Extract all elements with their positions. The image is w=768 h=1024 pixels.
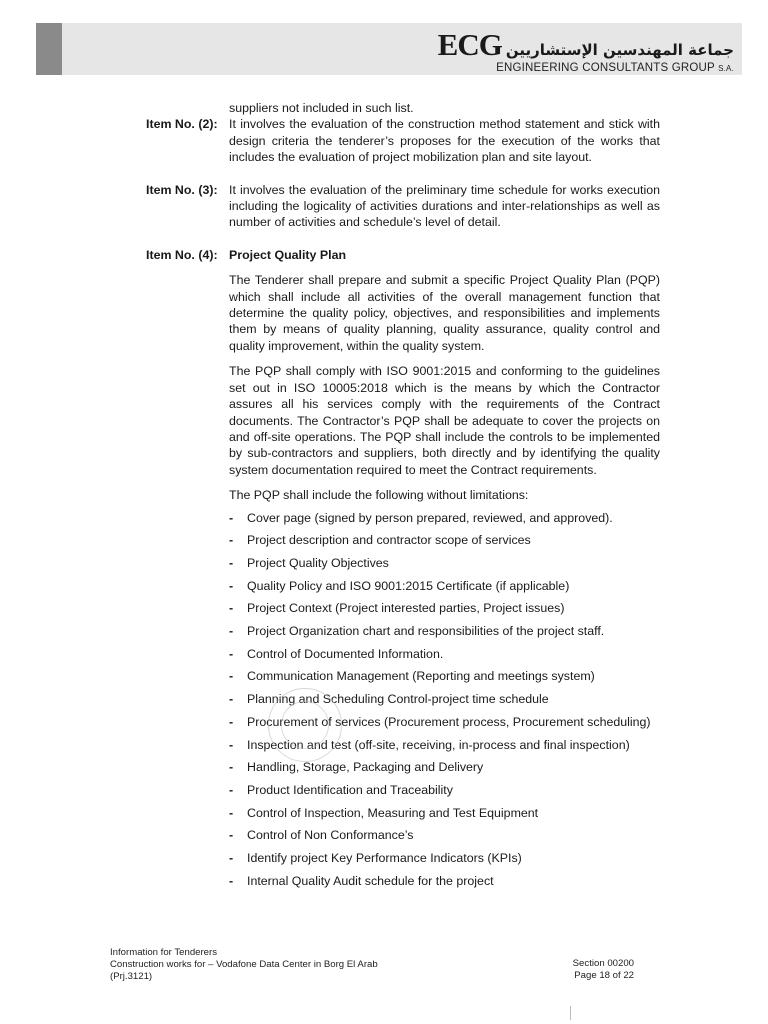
- footer-right: [573, 958, 634, 982]
- item-label: Item No. (4):: [146, 247, 218, 262]
- header-side-tab: [36, 23, 62, 75]
- list-item-text: Product Identification and Traceability: [247, 782, 453, 797]
- list-item: [229, 510, 660, 526]
- bullet-dash: -: [229, 873, 234, 888]
- list-item-text: Control of Non Conformance’s: [247, 828, 414, 843]
- list-item: [229, 600, 660, 616]
- item-2: [146, 116, 660, 165]
- company-name: [438, 61, 734, 76]
- item-label: Item No. (3):: [146, 182, 218, 197]
- bullet-dash: -: [229, 828, 234, 843]
- bullet-dash: -: [229, 533, 234, 548]
- list-item: [229, 578, 660, 594]
- bullet-dash: -: [229, 851, 234, 866]
- list-item: [229, 646, 660, 662]
- bullet-dash: -: [229, 601, 234, 616]
- footer-section: Section 00200: [572, 958, 634, 969]
- list-item-text: Project Context (Project interested parties, Project issues): [247, 601, 565, 616]
- footer-left: [110, 947, 378, 983]
- item-label: Item No. (2):: [146, 117, 218, 132]
- list-item-text: Procurement of services (Procurement process, Procurement scheduling): [247, 714, 651, 729]
- list-item-text: Project Quality Objectives: [247, 555, 389, 570]
- list-item: [229, 805, 660, 821]
- bullet-dash: -: [229, 669, 234, 684]
- list-item-text: Planning and Scheduling Control-project time schedule: [247, 692, 549, 707]
- company-logo: [437, 27, 734, 76]
- bullet-dash: -: [229, 646, 234, 661]
- bullet-dash: -: [229, 714, 234, 729]
- bullet-dash: -: [229, 555, 234, 570]
- issued-for-tender-stamp: [268, 688, 342, 762]
- list-item-text: Internal Quality Audit schedule for the project: [247, 873, 494, 888]
- list-item: [229, 759, 660, 775]
- footer-page-number: Page 18 of 22: [574, 970, 634, 981]
- list-item-text: Handling, Storage, Packaging and Delivery: [247, 760, 484, 775]
- logo-ecg-text: ECG: [437, 27, 502, 62]
- list-item-text: Inspection and test (off-site, receiving, in-process and final inspection): [247, 737, 630, 752]
- logo-arabic-text: جماعة المهندسين الإستشاريين: [505, 41, 734, 59]
- list-item-text: Cover page (signed by person prepared, reviewed, and approved).: [247, 510, 613, 525]
- company-name-text: ENGINEERING CONSULTANTS GROUP: [496, 62, 715, 74]
- bullet-dash: -: [229, 782, 234, 797]
- bullet-dash: -: [229, 760, 234, 775]
- bottom-edge-mark: [570, 1006, 571, 1020]
- list-item: [229, 668, 660, 684]
- list-item-text: Quality Policy and ISO 9001:2015 Certificate (if applicable): [247, 578, 570, 593]
- list-item: [229, 623, 660, 639]
- list-item: [229, 555, 660, 571]
- list-item-text: Project Organization chart and responsibilities of the project staff.: [247, 624, 605, 639]
- paragraph-pqp-intro: The Tenderer shall prepare and submit a specific Project Quality Plan (PQP) which shall include all activities of the overall management function that determine the quality policy, objectives, and responsibilities and implements them by means of quality planning, quality assurance, quality control and quality improvement, within the quality system.: [229, 273, 660, 353]
- bullet-dash: -: [229, 805, 234, 820]
- paragraph-list-intro: The PQP shall include the following without limitations:: [229, 488, 529, 503]
- continuation-text: suppliers not included in such list.: [229, 101, 414, 115]
- item-text: It involves the evaluation of the preliminary time schedule for works execution including the logicality of activities durations and inter-relationships as well as number of activities and schedule’s level of detail.: [229, 182, 660, 230]
- bullet-dash: -: [229, 624, 234, 639]
- bullet-dash: -: [229, 578, 234, 593]
- bullet-dash: -: [229, 737, 234, 752]
- list-item: [229, 873, 660, 889]
- item-text: It involves the evaluation of the construction method statement and stick with design criteria the tenderer’s proposes for the execution of the works that includes the evaluation of project mobilization plan and site layout.: [229, 117, 660, 165]
- list-item: [229, 850, 660, 866]
- document-body: [146, 100, 660, 895]
- list-item-text: Control of Documented Information.: [247, 646, 444, 661]
- stamp-inner-ring: [281, 701, 329, 749]
- footer-project-line: Construction works for – Vodafone Data Center in Borg El Arab: [110, 959, 378, 970]
- item-4: [146, 247, 660, 263]
- section-heading: Project Quality Plan: [229, 247, 347, 262]
- list-item-text: Identify project Key Performance Indicators (KPIs): [247, 851, 522, 866]
- list-item-text: Project description and contractor scope of services: [247, 533, 531, 548]
- paragraph-pqp-iso: The PQP shall comply with ISO 9001:2015 and conforming to the guidelines set out in ISO 10005:2018 which is the means by which the Contractor assures all his services comply with the requirements of the Contract documents. The Contractor’s PQP shall be adequate to cover the projects on and off-site operations. The PQP shall include the controls to be implemented by sub-contractors and suppliers, both directly and by identifying the quality system documentation required to meet the Contract requirements.: [229, 364, 660, 477]
- list-item-text: Communication Management (Reporting and meetings system): [247, 669, 595, 684]
- footer-project-code: (Prj.3121): [110, 971, 153, 982]
- bullet-dash: -: [229, 510, 234, 525]
- list-item: [229, 532, 660, 548]
- list-item: [229, 782, 660, 798]
- list-item: [229, 827, 660, 843]
- footer-doc-title: Information for Tenderers: [110, 947, 218, 958]
- company-suffix: S.A.: [718, 64, 734, 73]
- list-item-text: Control of Inspection, Measuring and Test Equipment: [247, 805, 539, 820]
- item-3: [146, 182, 660, 231]
- bullet-dash: -: [229, 692, 234, 707]
